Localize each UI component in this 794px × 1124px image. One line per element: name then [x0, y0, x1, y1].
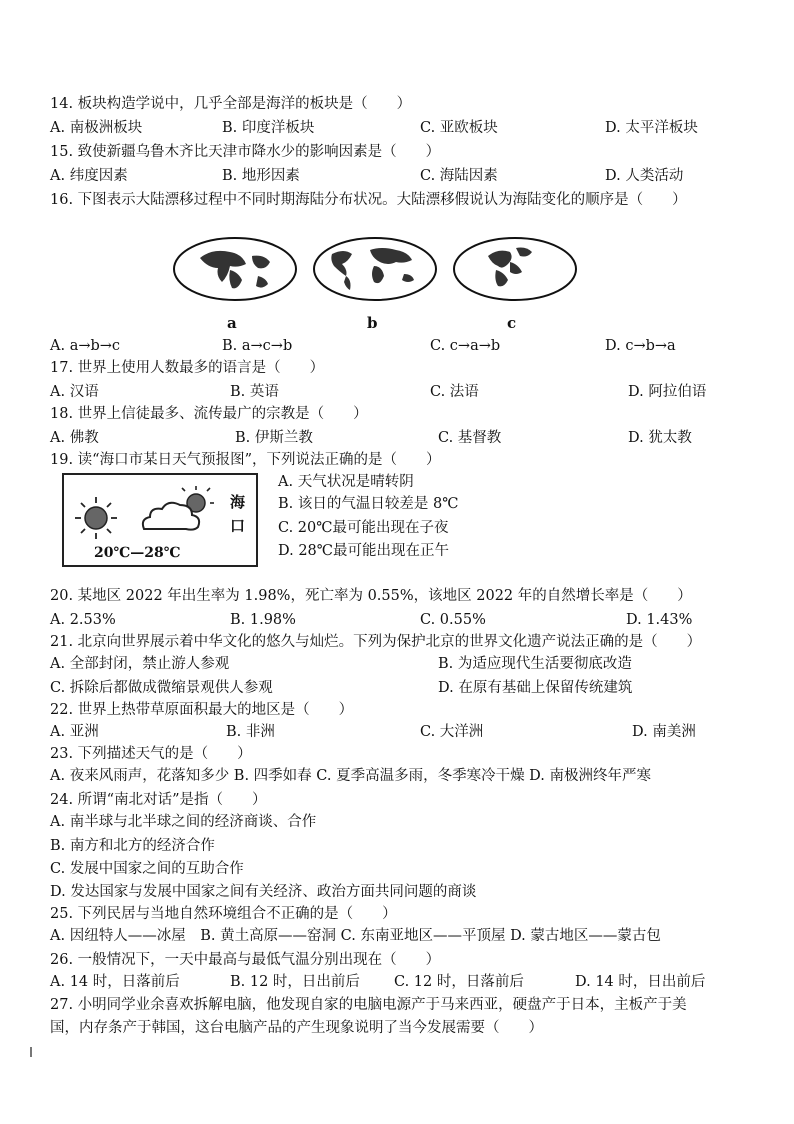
q20-stem: 20. 某地区 2022 年出生率为 1.98%，死亡率为 0.55%，该地区 2022 年的自然增长率是（ ） — [50, 588, 692, 604]
weather-forecast-figure — [62, 473, 258, 567]
city-name-kou: 口 — [230, 517, 246, 535]
q17-option-b: B. 英语 — [230, 384, 279, 400]
q22-option-a: A. 亚洲 — [50, 724, 99, 740]
q15-option-d: D. 人类活动 — [605, 168, 684, 184]
globe-map-c — [452, 236, 578, 307]
q15-stem: 15. 致使新疆乌鲁木齐比天津市降水少的影响因素是（ ） — [50, 144, 441, 160]
q18-stem: 18. 世界上信徒最多、流传最广的宗教是（ ） — [50, 406, 368, 422]
temperature-range: 20℃—28℃ — [94, 545, 181, 561]
q20-option-c: C. 0.55% — [420, 612, 486, 628]
q23-stem: 23. 下列描述天气的是（ ） — [50, 746, 252, 762]
q23-options: A. 夜来风雨声，花落知多少 B. 四季如春 C. 夏季高温多雨，冬季寒冷干燥 D. 南极洲终年严寒 — [50, 768, 652, 784]
globe-label-a: a — [227, 314, 237, 332]
q24-option-d: D. 发达国家与发展中国家之间有关经济、政治方面共同问题的商谈 — [50, 884, 477, 900]
q16-option-c: C. c→a→b — [430, 338, 501, 354]
q17-stem: 17. 世界上使用人数最多的语言是（ ） — [50, 360, 325, 376]
globe-map-a — [172, 236, 298, 307]
q22-option-c: C. 大洋洲 — [420, 724, 484, 740]
q14-option-a: A. 南极洲板块 — [50, 120, 143, 136]
q27-stem-line2: 国，内存条产于韩国，这台电脑产品的产生现象说明了当今发展需要（ ） — [50, 1020, 543, 1036]
globe-label-c: c — [507, 314, 517, 332]
q21-option-b: B. 为适应现代生活要彻底改造 — [438, 656, 632, 672]
q18-option-d: D. 犹太教 — [628, 430, 692, 446]
q15-option-c: C. 海陆因素 — [420, 168, 498, 184]
q21-option-a: A. 全部封闭，禁止游人参观 — [50, 656, 230, 672]
city-name-hai: 海 — [230, 493, 246, 511]
q24-option-c: C. 发展中国家之间的互助合作 — [50, 861, 244, 877]
sun-icon — [70, 495, 122, 541]
q22-stem: 22. 世界上热带草原面积最大的地区是（ ） — [50, 702, 354, 718]
q22-option-d: D. 南美洲 — [632, 724, 696, 740]
q14-option-c: C. 亚欧板块 — [420, 120, 498, 136]
q24-stem: 24. 所谓“南北对话”是指（ ） — [50, 792, 267, 808]
q15-option-a: A. 纬度因素 — [50, 168, 128, 184]
q14-option-b: B. 印度洋板块 — [222, 120, 315, 136]
q21-stem: 21. 北京向世界展示着中华文化的悠久与灿烂。下列为保护北京的世界文化遗产说法正确的是（ ） — [50, 634, 702, 650]
q19-option-c: C. 20℃最可能出现在子夜 — [278, 520, 449, 536]
q19-option-b: B. 该日的气温日较差是 8℃ — [278, 496, 459, 512]
q21-option-c: C. 拆除后都做成微缩景观供人参观 — [50, 680, 273, 696]
q14-stem: 14. 板块构造学说中，几乎全部是海洋的板块是（ ） — [50, 96, 412, 112]
q20-option-b: B. 1.98% — [230, 612, 296, 628]
q16-option-b: B. a→c→b — [222, 338, 293, 354]
q19-stem: 19. 读“海口市某日天气预报图”，下列说法正确的是（ ） — [50, 452, 441, 468]
q17-option-a: A. 汉语 — [50, 384, 99, 400]
q15-option-b: B. 地形因素 — [222, 168, 300, 184]
q19-option-d: D. 28℃最可能出现在正午 — [278, 543, 449, 559]
q26-stem: 26. 一般情况下，一天中最高与最低气温分别出现在（ ） — [50, 952, 441, 968]
q26-option-d: D. 14 时，日出前后 — [575, 974, 706, 990]
cloud-sun-icon — [136, 483, 224, 539]
q21-option-d: D. 在原有基础上保留传统建筑 — [438, 680, 633, 696]
q14-option-d: D. 太平洋板块 — [605, 120, 698, 136]
q26-option-c: C. 12 时，日落前后 — [394, 974, 524, 990]
q25-options: A. 因纽特人——冰屋 B. 黄土高原——窑洞 C. 东南亚地区——平顶屋 D. 蒙古地区——蒙古包 — [50, 928, 661, 944]
q20-option-a: A. 2.53% — [50, 612, 116, 628]
q24-option-a: A. 南半球与北半球之间的经济商谈、合作 — [50, 814, 317, 830]
q17-option-d: D. 阿拉伯语 — [628, 384, 707, 400]
q27-stem-line1: 27. 小明同学业余喜欢拆解电脑，他发现自家的电脑电源产于马来西亚，硬盘产于日本，主板产于美 — [50, 997, 687, 1013]
q18-option-a: A. 佛教 — [50, 430, 99, 446]
q26-option-b: B. 12 时，日出前后 — [230, 974, 360, 990]
q17-option-c: C. 法语 — [430, 384, 479, 400]
q16-option-d: D. c→b→a — [605, 338, 676, 354]
q26-option-a: A. 14 时，日落前后 — [50, 974, 180, 990]
q18-option-b: B. 伊斯兰教 — [235, 430, 313, 446]
q20-option-d: D. 1.43% — [626, 612, 693, 628]
globe-label-b: b — [367, 314, 378, 332]
q16-stem: 16. 下图表示大陆漂移过程中不同时期海陆分布状况。大陆漂移假说认为海陆变化的顺序是（ ） — [50, 192, 687, 208]
q19-option-a: A. 天气状况是晴转阴 — [278, 474, 414, 490]
q24-option-b: B. 南方和北方的经济合作 — [50, 838, 215, 854]
globe-map-b — [312, 236, 438, 307]
scan-margin-mark — [30, 1047, 32, 1057]
q16-option-a: A. a→b→c — [50, 338, 121, 354]
q18-option-c: C. 基督教 — [438, 430, 502, 446]
q25-stem: 25. 下列民居与当地自然环境组合不正确的是（ ） — [50, 906, 397, 922]
q22-option-b: B. 非洲 — [226, 724, 275, 740]
